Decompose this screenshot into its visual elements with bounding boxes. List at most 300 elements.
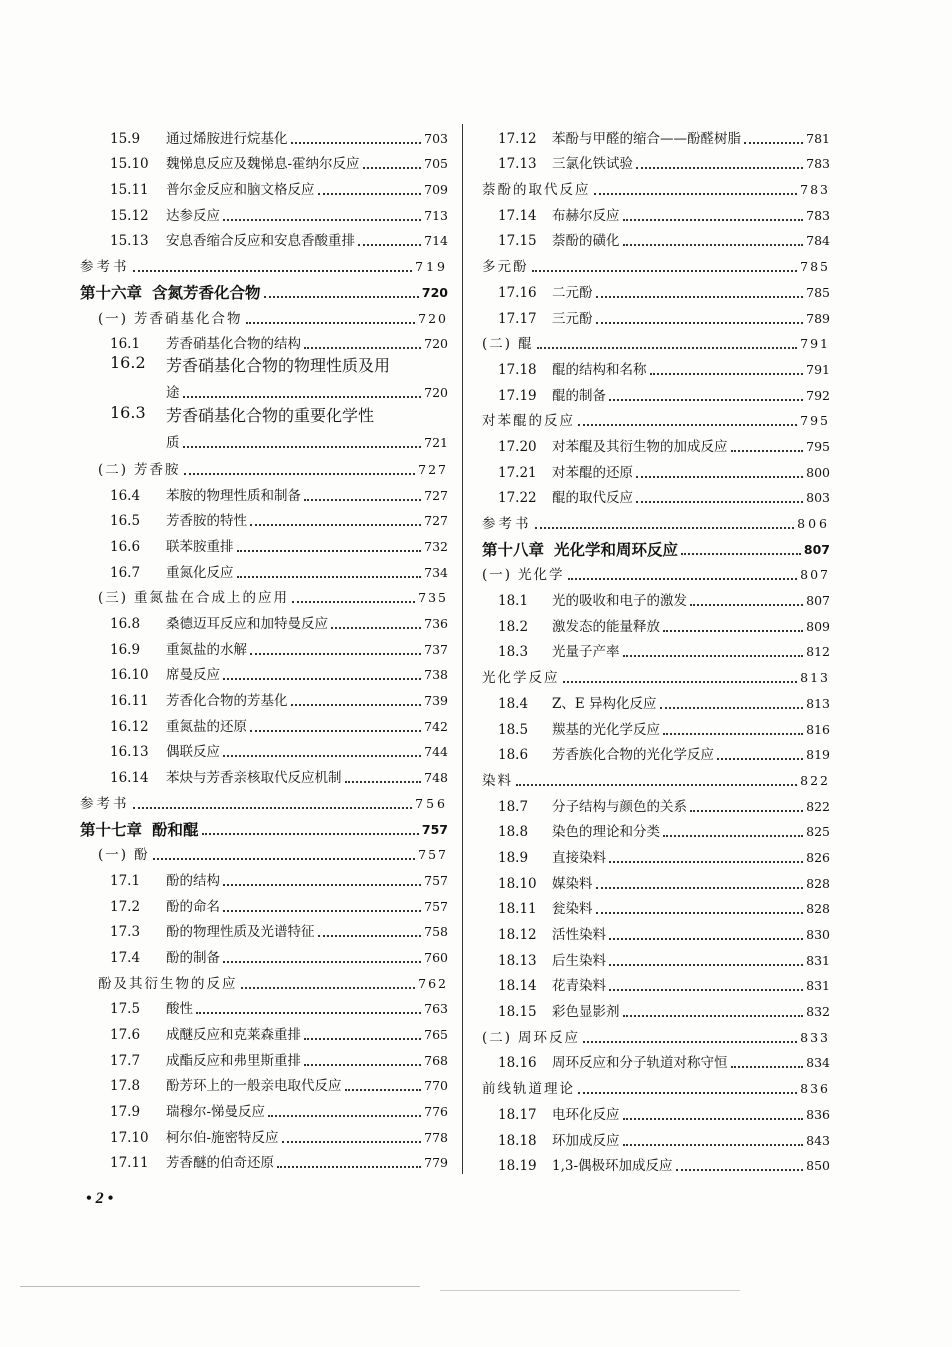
toc-entry-section [80,736,448,762]
leader-dots [636,167,803,169]
section-title: 前线轨道理论 [482,1081,575,1098]
section-title: 周环反应和分子轨道对称守恒 [552,1055,728,1072]
toc-entry-subhead [482,764,830,790]
leader-dots [196,1012,421,1014]
section-number: 16.2 [110,353,146,373]
section-title: 柯尔伯-施密特反应 [166,1129,279,1146]
leader-dots [358,244,421,246]
leader-dots [246,322,416,324]
section-number: 16.12 [110,718,149,735]
leader-dots [532,270,798,272]
leader-dots [537,347,798,349]
leader-dots [237,550,422,552]
leader-dots [304,499,421,501]
leader-dots [650,373,804,375]
section-number: 17.15 [498,233,537,250]
leader-dots [663,630,803,632]
section-title: 醌 [518,336,534,353]
toc-entry-section [482,353,830,379]
section-number: 17.16 [498,284,537,301]
toc-entry-section [80,479,448,505]
leader-dots [690,604,803,606]
toc-entry-section [80,761,448,787]
toc-entry-section [80,659,448,685]
leader-dots [516,784,797,786]
section-number: 18.18 [498,1132,537,1149]
leader-dots [676,1169,804,1171]
page-number-ref: 779 [424,1155,448,1171]
section-number: 17.13 [498,156,537,173]
toc-entry-section [482,944,830,970]
section-number: 18.6 [498,747,529,764]
section-title: 酚 [134,847,150,864]
page-number-ref: 778 [424,1129,448,1145]
toc-entry-section [80,148,448,174]
section-title: 染色的理论和分类 [552,824,660,841]
leader-dots [223,910,421,912]
section-number: 17.22 [498,490,537,507]
page-number-ref: 738 [424,667,448,683]
leader-dots [609,938,803,940]
leader-dots [282,1141,422,1143]
toc-entry-section [80,1147,448,1173]
section-title: 成酯反应和弗里斯重排 [166,1052,301,1069]
toc-entry-second-line [110,434,448,452]
toc-entry-section [482,482,830,508]
section-title: 芳香醚的伯奇还原 [166,1155,274,1172]
page-number-ref: 843 [806,1132,830,1148]
leader-dots [223,755,421,757]
section-number: 16.5 [110,513,141,530]
toc-entry-section [482,1098,830,1124]
page-number-ref: 737 [424,641,448,657]
toc-entry-ref [80,250,448,276]
leader-dots [264,296,419,298]
section-number: 18.8 [498,824,529,841]
page-number-ref: 785 [806,284,830,300]
section-number: 15.10 [110,156,149,173]
page-number-ref: 765 [424,1027,448,1042]
section-title: 参考书 [80,795,130,812]
page-number-ref: 826 [806,849,830,865]
toc-entry-section [80,122,448,148]
section-title: 染料 [482,772,513,789]
section-title: 安息香缩合反应和安息香酸重排 [166,233,355,250]
chapter-number: 第十六章 [80,283,143,302]
toc-entry-subhead [80,453,448,479]
leader-dots [223,219,421,221]
page-number-ref: 807 [803,541,830,557]
page-number-ref: 834 [806,1055,830,1071]
section-number: 18.17 [498,1106,537,1123]
leader-dots [318,193,422,195]
page-number-ref: 781 [806,130,830,146]
section-title: 参考书 [80,259,130,276]
leader-dots [331,627,421,629]
toc-entry-section [80,530,448,556]
toc-entry-section [482,816,830,842]
toc-entry-section [80,993,448,1019]
toc-entry-subhead [80,967,448,993]
section-title: 席曼反应 [166,667,220,684]
page-number-ref: 792 [806,387,830,403]
section-title: 羰基的光化学反应 [552,721,660,738]
leader-dots [609,399,803,401]
toc-entry-section [80,890,448,916]
section-number: (二) [482,336,513,353]
toc-entry-ref [482,507,830,533]
leader-dots [623,655,804,657]
section-title: 活性染料 [552,927,606,943]
section-title: 萘酚的取代反应 [482,182,591,199]
section-title: 苯炔与芳香亲核取代反应机制 [166,770,342,787]
leader-dots [133,270,413,272]
leader-dots [184,473,416,475]
section-title: 光的吸收和电子的激发 [552,593,687,610]
section-number: 17.10 [110,1129,149,1146]
toc-entry-section [482,430,830,456]
page-number-ref: 813 [800,670,830,686]
section-number: 16.6 [110,538,141,555]
leader-dots [183,446,422,448]
leader-dots [717,758,803,760]
leader-dots [304,1038,421,1040]
toc-entry-section [482,867,830,893]
section-title: 后生染料 [552,952,606,969]
section-title: 联苯胺重排 [166,538,234,555]
page-number-ref: 795 [800,413,830,429]
section-title: 花青染料 [552,978,606,995]
section-title: 酚的制备 [166,949,220,966]
leader-dots [623,1118,804,1120]
section-number: 17.21 [498,464,537,481]
section-number: 18.5 [498,721,529,738]
scan-artifact-line [440,1290,740,1291]
section-title: 酚的物理性质及光谱特征 [166,924,315,941]
toc-entry-section [80,328,448,354]
page-number-ref: 785 [800,259,830,275]
page-number-ref: 727 [424,513,448,529]
section-number: 17.11 [110,1155,149,1172]
toc-entry-multiline [80,403,448,453]
section-title: 桑德迈耳反应和加特曼反应 [166,616,328,632]
section-title: 重氮化反应 [166,564,234,581]
toc-entry-subhead [482,173,830,199]
toc-entry-section [80,684,448,710]
toc-entry-section [482,610,830,636]
leader-dots [609,964,803,966]
leader-dots [223,961,421,963]
toc-entry-section [482,1047,830,1073]
page-number-ref: 720 [418,310,448,326]
page-number-ref: 760 [424,949,448,965]
leader-dots [744,142,803,144]
page-number-ref: 742 [424,718,448,734]
toc-entry-section [80,1095,448,1121]
page-number-ref: 714 [424,233,448,249]
toc-entry-chapter [80,813,448,839]
leader-dots [663,835,803,837]
leader-dots [237,576,422,578]
leader-dots [681,553,801,555]
section-number: (三) [98,590,129,607]
toc-entry-section [482,636,830,662]
section-title: 直接染料 [552,849,606,866]
section-title: 酸性 [166,1001,193,1018]
leader-dots [690,810,803,812]
section-number: 17.8 [110,1078,141,1095]
leader-dots [241,987,416,989]
section-number: 16.8 [110,616,141,632]
section-title: Z、E 异构化反应 [552,695,657,712]
toc-entry-subhead [482,328,830,354]
section-number: 17.12 [498,130,537,147]
leader-dots [583,1041,797,1043]
toc-entry-first-line [110,353,448,376]
leader-dots [609,989,803,991]
toc-entry-subhead [80,582,448,608]
scan-artifact-line [20,1286,420,1287]
leader-dots [250,730,421,732]
page-number-ref: 783 [806,207,830,223]
page-number-ref: 833 [800,1029,830,1045]
page-number-ref: 791 [806,361,830,377]
leader-dots [304,347,421,349]
page-number-ref: 770 [424,1078,448,1094]
leader-dots [663,733,803,735]
section-number: 15.12 [110,207,149,224]
section-title: 光量子产率 [552,644,620,661]
toc-entry-section [482,713,830,739]
section-title: 芳香硝基化合物 [134,310,243,327]
section-number: 18.12 [498,927,537,943]
section-title: 酚的命名 [166,898,220,915]
leader-dots [578,1092,797,1094]
leader-dots [568,578,798,580]
section-title: 通过烯胺进行烷基化 [166,130,288,147]
section-title: 重氮盐在合成上的应用 [134,590,290,607]
toc-entry-second-line [110,384,448,402]
leader-dots [535,527,795,529]
section-number: 17.9 [110,1104,141,1121]
leader-dots [292,601,415,603]
section-title: 媒染料 [552,875,593,892]
page-number-ref: 735 [418,590,448,606]
leader-dots [596,296,804,298]
page-number-ref: 703 [424,130,448,146]
section-title: 激发态的能量释放 [552,618,660,635]
section-number: 18.7 [498,798,529,815]
section-title: 三氯化铁试验 [552,156,633,173]
section-number: 17.14 [498,207,537,224]
section-number: 17.4 [110,949,141,966]
section-number: (一) [98,310,129,327]
section-number: (一) [98,847,129,864]
toc-left-column [80,122,448,1172]
section-number: 18.2 [498,618,529,635]
leader-dots [202,833,419,835]
page-number-ref: 822 [800,772,830,788]
section-title: 彩色显影剂 [552,1004,620,1021]
section-title: 芳香胺 [134,461,181,478]
leader-dots [609,861,803,863]
section-number: 16.7 [110,564,141,581]
section-title: 三元酚 [552,310,593,327]
page-number-ref: 825 [806,824,830,840]
section-title: 对苯醌的还原 [552,464,633,481]
page-number-ref: 739 [424,693,448,709]
section-number: (二) [98,461,129,478]
section-number: 18.16 [498,1055,537,1072]
page-number-ref: 727 [424,487,448,503]
section-title: 光化学反应 [482,670,560,687]
page-number-ref: 734 [424,564,448,580]
page-number-ref: 831 [806,952,830,968]
page-number-ref: 720 [424,385,448,401]
toc-entry-section [482,199,830,225]
leader-dots [596,912,804,914]
section-title: 光化学 [518,567,565,584]
page-number-ref: 807 [800,567,830,583]
toc-entry-section [482,687,830,713]
leader-dots [345,1089,422,1091]
toc-entry-subhead [482,405,830,431]
toc-entry-section [80,1070,448,1096]
toc-entry-section [80,1044,448,1070]
toc-entry-section [482,225,830,251]
section-number: 16.9 [110,641,141,658]
chapter-title: 酚和醌 [152,820,199,839]
page-number-ref: 758 [424,924,448,940]
toc-entry-section [482,302,830,328]
toc-entry-section [482,1150,830,1176]
leader-dots [345,781,422,783]
page-number-ref: 709 [424,182,448,198]
section-title: 1,3-偶极环加成反应 [552,1158,673,1175]
section-title: 对苯醌及其衍生物的加成反应 [552,438,728,455]
section-number: 17.7 [110,1052,141,1069]
toc-entry-first-line [110,403,448,426]
section-title: 成醚反应和克莱森重排 [166,1027,301,1043]
section-number: 17.3 [110,924,141,941]
section-title: 周环反应 [518,1029,581,1046]
section-number: 18.9 [498,849,529,866]
toc-entry-chapter [482,533,830,559]
leader-dots [563,681,798,683]
section-title: 芳香硝基化合物的重要化学性 [166,406,375,426]
section-number: 18.14 [498,978,537,995]
section-title: 魏悌息反应及魏悌息-霍纳尔反应 [166,156,360,173]
toc-entry-section [80,1018,448,1044]
page-number-ref: 756 [415,795,448,811]
toc-entry-section [80,941,448,967]
leader-dots [250,524,421,526]
page-number-ref: 720 [424,336,448,352]
page-number-ref: 830 [806,927,830,942]
leader-dots [731,450,804,452]
toc-entry-section [482,841,830,867]
toc-entry-subhead [482,661,830,687]
toc-entry-section [80,864,448,890]
page-number-ref: 791 [800,336,830,352]
leader-dots [183,396,422,398]
leader-dots [623,219,804,221]
page-number: • 2 • [86,1190,114,1207]
page-number-ref: 720 [421,284,448,300]
section-title: 多元酚 [482,259,529,276]
section-title: 分子结构与颜色的关系 [552,798,687,815]
toc-entry-subhead [482,250,830,276]
section-title: 芳香硝基化合物的结构 [166,336,301,353]
chapter-title: 含氮芳香化合物 [152,283,261,302]
section-title: 醌的取代反应 [552,490,633,507]
section-number: 17.17 [498,310,537,327]
section-number: 18.11 [498,901,537,918]
section-number: 18.19 [498,1158,537,1175]
page-number-ref: 784 [806,233,830,249]
leader-dots [636,476,803,478]
leader-dots [623,244,804,246]
page-number-ref: 806 [797,516,830,531]
page-number-ref: 783 [800,182,830,198]
toc-entry-subhead [80,302,448,328]
toc-entry-section [80,556,448,582]
page-number-ref: 831 [806,978,830,994]
toc-entry-subhead [482,1072,830,1098]
leader-dots [363,167,422,169]
leader-dots [596,887,804,889]
section-title: 苯胺的物理性质和制备 [166,487,301,504]
section-number: 17.2 [110,898,141,915]
section-title: 醌的制备 [552,387,606,404]
section-title: 醌的结构和名称 [552,361,647,378]
page-number-ref: 819 [806,747,830,763]
section-number: (二) [482,1029,513,1046]
section-title: 对苯醌的反应 [482,413,575,430]
toc-entry-subhead [482,559,830,585]
page-number-ref: 705 [424,156,448,172]
section-number: 17.20 [498,438,537,455]
toc-entry-section [80,173,448,199]
page-number-ref: 836 [806,1106,830,1122]
section-title: 芳香化合物的芳基化 [166,693,288,710]
page-number-ref: 748 [424,770,448,786]
section-title: 苯酚与甲醛的缩合——酚醛树脂 [552,130,741,147]
leader-dots [277,1166,421,1168]
page-number-ref: 776 [424,1104,448,1120]
toc-entry-section [482,456,830,482]
section-title: 普尔金反应和脑文格反应 [166,182,315,199]
section-title: 芳香硝基化合物的物理性质及用 [166,356,391,376]
section-title: 二元酚 [552,284,593,301]
toc-entry-section [482,276,830,302]
toc-entry-section [482,1124,830,1150]
section-number: 18.15 [498,1004,537,1021]
leader-dots [596,322,804,324]
section-title: 参考书 [482,516,532,532]
section-title: 酚及其衍生物的反应 [98,975,238,992]
page-number-ref: 822 [806,798,830,814]
page-number-ref: 850 [806,1158,830,1174]
leader-dots [636,501,803,503]
section-title: 芳香胺的特性 [166,513,247,530]
toc-entry-section [482,790,830,816]
section-number: 16.14 [110,770,149,787]
toc-entry-section [482,148,830,174]
page-number-ref: 727 [418,461,448,477]
section-title: 萘酚的磺化 [552,233,620,250]
toc-entry-subhead [80,839,448,865]
